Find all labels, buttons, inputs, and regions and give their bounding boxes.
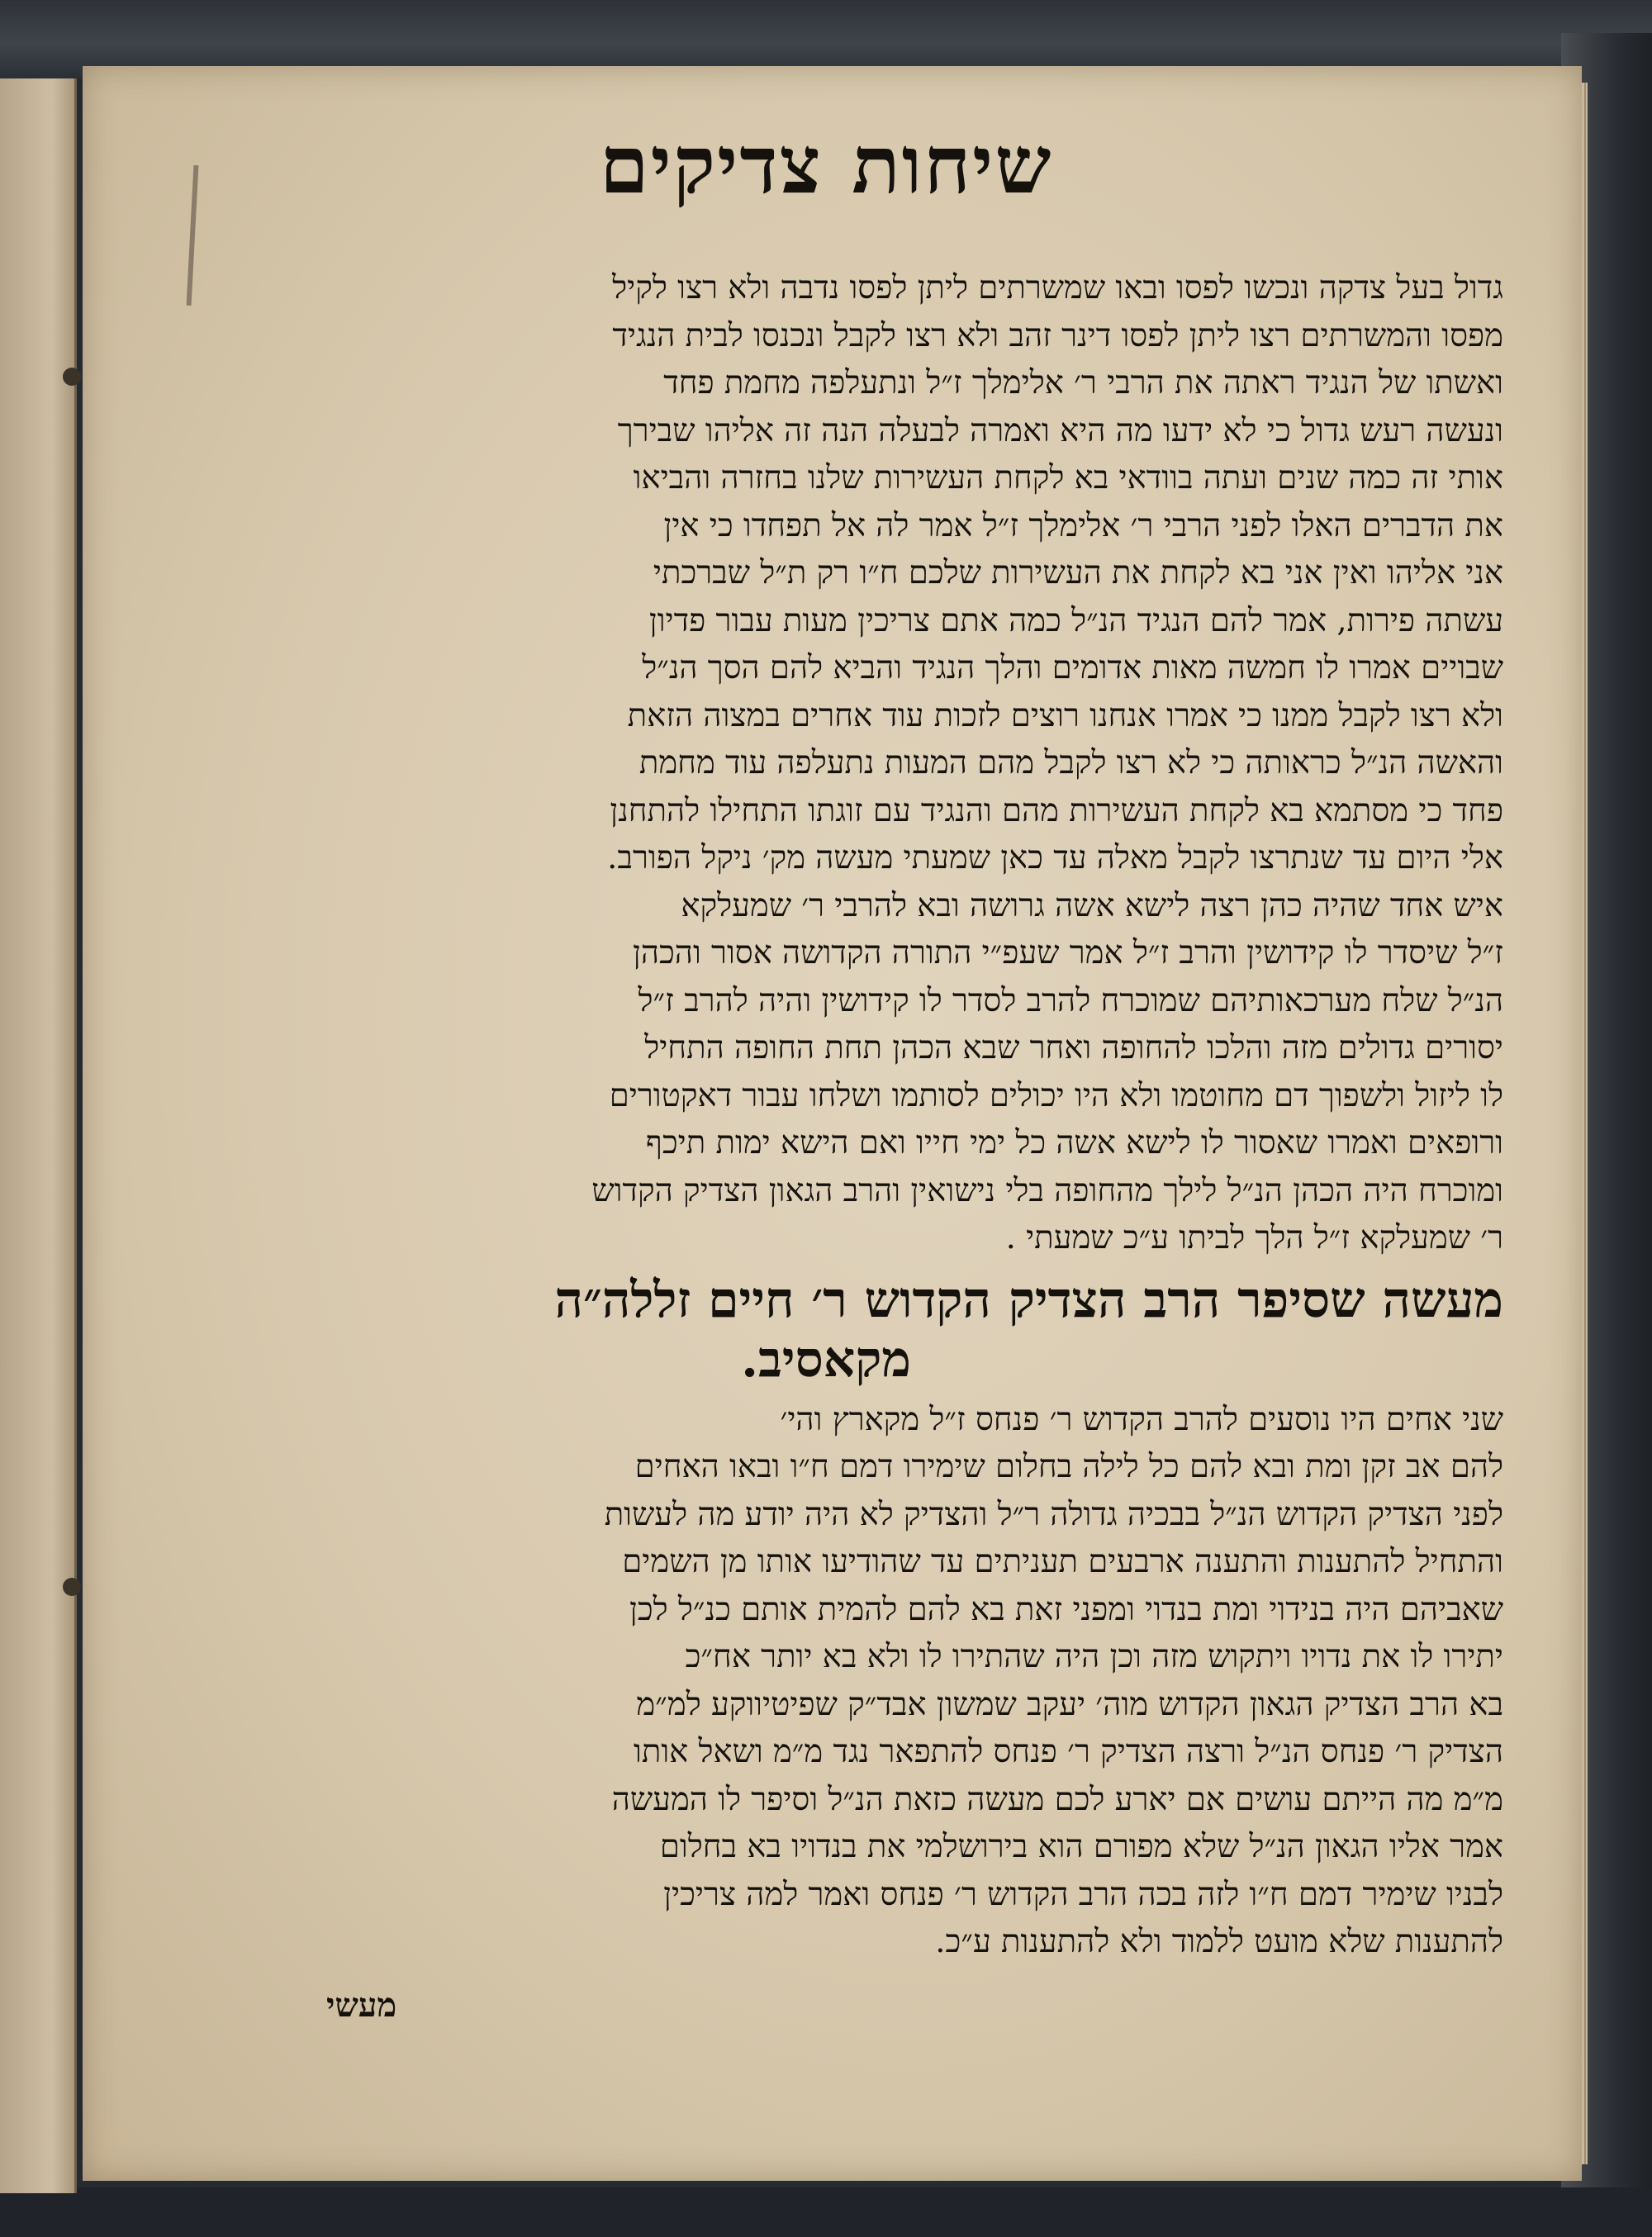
text-line: הנ״ל שלח מערכאותיהם שמוכרח להרב לסדר לו קידושין והיה להרב ז״ל — [638, 981, 1503, 1019]
text-line: פחד כי מסתמא בא לקחת העשירות מהם והנגיד עם זוגתו התחילו להתחנן — [610, 791, 1503, 829]
text-line: יתירו לו את נדויו ויתקוש מזה וכן היה שהתירו לו ולא בא יותר אח״כ — [685, 1638, 1503, 1675]
facing-page-edge — [0, 78, 77, 2193]
text-line: שני אחים היו נוסעים להרב הקדוש ר׳ פנחס ז״ל מקארץ והי׳ — [780, 1400, 1503, 1438]
text-line: לבניו שימיר דמם ח״ו לזה בכה הרב הקדוש ר׳ פנחס ואמר למה צריכין — [663, 1875, 1503, 1913]
text-line: איש אחד שהיה כהן רצה לישא אשה גרושה ובא להרבי ר׳ שמעלקא — [681, 886, 1503, 924]
text-line: ואשתו של הנגיד ראתה את הרבי ר׳ אלימלך ז״ל ונתעלפה מחמת פחד — [663, 364, 1503, 401]
text-line: ומוכרח היה הכהן הנ״ל לילך מהחופה בלי נישואין והרב הגאון הצדיק הקדוש — [591, 1171, 1503, 1209]
text-line: והאשה הנ״ל כראותה כי לא רצו לקבל מהם המעות נתעלפה עוד מחמת — [638, 744, 1503, 781]
text-line: אמר אליו הגאון הנ״ל שלא מפורם הוא בירושלמי את בנדויו בא בחלום — [659, 1828, 1503, 1865]
binding-stitch — [63, 368, 81, 386]
page-title: שיחות צדיקים — [599, 118, 1053, 211]
story-heading-place: מקאסיב. — [741, 1330, 911, 1389]
text-line: מפסו והמשרתים רצו ליתן לפסו דינר זהב ולא רצו לקבל ונכנסו לבית הנגיד — [612, 316, 1503, 354]
text-line: ז״ל שיסדר לו קידושין והרב ז״ל אמר שעפ״י התורה הקדושה אסור והכהן — [633, 934, 1503, 971]
text-line: לו ליזול ולשפוך דם מחוטמו ולא היו יכולים לסותמו ושלחו עבור דאקטורים — [609, 1076, 1503, 1114]
text-line: יסורים גדולים מזה והלכו להחופה ואחר שבא הכהן תחת החופה התחיל — [644, 1029, 1503, 1066]
page-content — [149, 99, 1503, 2123]
text-line: עשתה פירות, אמר להם הנגיד הנ״ל כמה אתם צריכין מעות עבור פדיון — [648, 601, 1503, 639]
text-line: מ״מ מה הייתם עושים אם יארע לכם מעשה כזאת הנ״ל וסיפר לו המעשה — [611, 1780, 1503, 1818]
text-line: את הדברים האלו לפני הרבי ר׳ אלימלך ז״ל אמר לה אל תפחדו כי אין — [663, 506, 1503, 544]
text-line: להם אב זקן ומת ובא להם כל לילה בחלום שימירו דמם ח״ו ובאו האחים — [634, 1448, 1503, 1485]
text-line: ונעשה רעש גדול כי לא ידעו מה היא ואמרה לבעלה הנה זה אליהו שבירך — [617, 411, 1503, 449]
book-cover-bottom — [0, 2187, 1652, 2237]
text-line: והתחיל להתענות והתענה ארבעים תעניתים עד שהודיעו אותו מן השמים — [622, 1543, 1503, 1580]
catchword: מעשי — [326, 1985, 397, 2025]
text-line: ר׳ שמעלקא ז״ל הלך לביתו ע״כ שמעתי . — [1005, 1219, 1503, 1256]
text-line: שבויים אמרו לו חמשה מאות אדומים והלך הנגיד והביא להם הסך הנ״ל — [642, 649, 1503, 686]
text-line: ולא רצו לקבל ממנו כי אמרו אנחנו רוצים לזכות עוד אחרים במצוה הזאת — [627, 696, 1503, 734]
text-line: להתענות שלא מועט ללמוד ולא להתענות ע״כ. — [935, 1923, 1503, 1960]
text-line: שאביהם היה בנידוי ומת בנדוי ומפני זאת בא להם להמית אותם כנ״ל לכן — [629, 1590, 1503, 1628]
text-line: אני אליהו ואין אני בא לקחת את העשירות שלכם ח״ו רק ת״ל שברכתי — [653, 554, 1503, 591]
paragraph-3 — [149, 1396, 1503, 1966]
text-line: ורופאים ואמרו שאסור לו לישא אשה כל ימי חייו ואם הישא ימות תיכף — [645, 1124, 1503, 1161]
text-line: הצדיק ר׳ פנחס הנ״ל ורצה הצדיק ר׳ פנחס להתפאר נגד מ״מ ושאל אותו — [634, 1733, 1503, 1770]
text-line: אותי זה כמה שנים ועתה בוודאי בא לקחת העשירות שלנו בחזרה והביאו — [633, 459, 1503, 496]
binding-stitch — [63, 1578, 81, 1596]
text-line: אלי היום עד שנתרצו לקבל מאלה עד כאן שמעתי מעשה מק׳ ניקל הפורב. — [607, 839, 1503, 876]
book-page — [83, 66, 1582, 2181]
text-line: לפני הצדיק הקדוש הנ״ל בבכיה גדולה ר״ל והצדיק לא היה יודע מה לעשות — [604, 1495, 1503, 1533]
text-line: בא הרב הצדיק הגאון הקדוש מוה׳ יעקב שמשון אבד״ק שפיטיווקע למ״מ — [636, 1685, 1503, 1723]
text-line: גדול בעל צדקה ונכשו לפסו ובאו שמשרתים ליתן לפסו נדבה ולא רצו לקיל — [612, 269, 1503, 306]
story-heading: מעשה שסיפר הרב הצדיק הקדוש ר׳ חיים זללה״ה — [554, 1270, 1503, 1329]
paragraph-2 — [149, 882, 1503, 1262]
paragraph-1 — [149, 264, 1503, 882]
